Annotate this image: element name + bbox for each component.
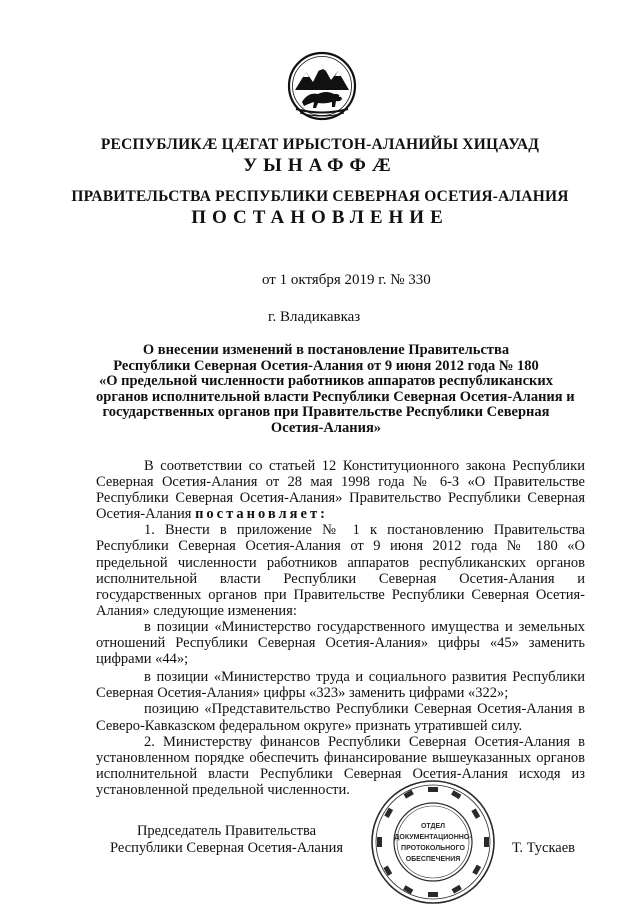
stamp-line-4: ОБЕСПЕЧЕНИЯ [405, 856, 461, 863]
russian-government-name: ПРАВИТЕЛЬСТВА РЕСПУБЛИКИ СЕВЕРНАЯ ОСЕТИЯ-АЛАНИЯ [71, 188, 569, 205]
change-3-paragraph: позицию «Представительство Республики Северная Осетия-Алания в Северо-Кавказском федеральном округе» признать утратившей силу. [96, 701, 585, 734]
signatory-position [110, 823, 343, 857]
stamp-line-1: ОТДЕЛ [420, 823, 446, 830]
ossetian-document-type: УЫНАФФÆ [243, 155, 397, 176]
signatory-position-line-1: Председатель Правительства [136, 823, 317, 839]
document-title [96, 342, 575, 436]
title-line: Республики Северная Осетия-Алания от 9 июня 2012 года № 180 [113, 357, 539, 374]
document-date-number: от 1 октября 2019 г. № 330 [262, 272, 431, 288]
signatory-name: Т. Тускаев [512, 840, 576, 856]
item-2-paragraph: 2. Министерству финансов Республики Северная Осетия-Алания в установленном порядке обеспечить финансирование вышеуказанных органов исполнительной власти Республики Северная Осетия-Алания исходя из установленной предельной численности. [96, 733, 585, 798]
title-line: государственных органов при Правительстве Республики Северная [102, 404, 550, 420]
signatory-position-line-2: Республики Северная Осетия-Алания [110, 840, 344, 856]
item-1-paragraph: 1. Внести в приложение № 1 к постановлению Правительства Республики Северная Осетия-Алания от 9 июня 2012 года № 180 «О предельной численности работников аппаратов республиканских органов исполнительной власти Республики Северная Осетия-Алания и государственных органов при Правительстве Республики Северная Осетия-Алания» следующие изменения: [96, 522, 585, 619]
change-2-paragraph: в позиции «Министерство труда и социального развития Республики Северная Осетия-Алания» цифры «323» заменить цифрами «322»; [96, 669, 585, 702]
official-stamp [368, 777, 498, 907]
coat-of-arms-emblem [286, 50, 358, 122]
document-body [96, 458, 585, 798]
russian-document-type: ПОСТАНОВЛЕНИЕ [191, 207, 449, 228]
resolves-keyword: постановляет: [195, 506, 328, 523]
preamble-paragraph [96, 458, 585, 522]
stamp-line-2: ДОКУМЕНТАЦИОННО- [394, 834, 472, 841]
title-line: О внесении изменений в постановление Правительства [142, 342, 510, 358]
preamble-text: В соответствии со статьей 12 Конституционного закона Республики Северная Осетия-Алания от 28 мая 1998 года № 6-З «О Правительстве Республики Северная Осетия-Алания» Правительство Республики Северная Осетия-Алания [96, 458, 585, 523]
title-line: «О предельной численности работников аппаратов республиканских [98, 373, 554, 389]
document-city: г. Владикавказ [268, 309, 361, 325]
change-1-paragraph: в позиции «Министерство государственного имущества и земельных отношений Республики Северная Осетия-Алания» цифры «45» заменить цифрами «44»; [96, 618, 585, 668]
stamp-line-3: ПРОТОКОЛЬНОГО [401, 845, 465, 852]
title-line: Осетия-Алания» [270, 419, 382, 436]
ossetian-government-name: РЕСПУБЛИКÆ ЦÆГАТ ИРЫСТОН-АЛАНИЙЫ ХИЦАУАД [100, 136, 540, 153]
title-line: органов исполнительной власти Республики Северная Осетия-Алания и [96, 388, 575, 405]
